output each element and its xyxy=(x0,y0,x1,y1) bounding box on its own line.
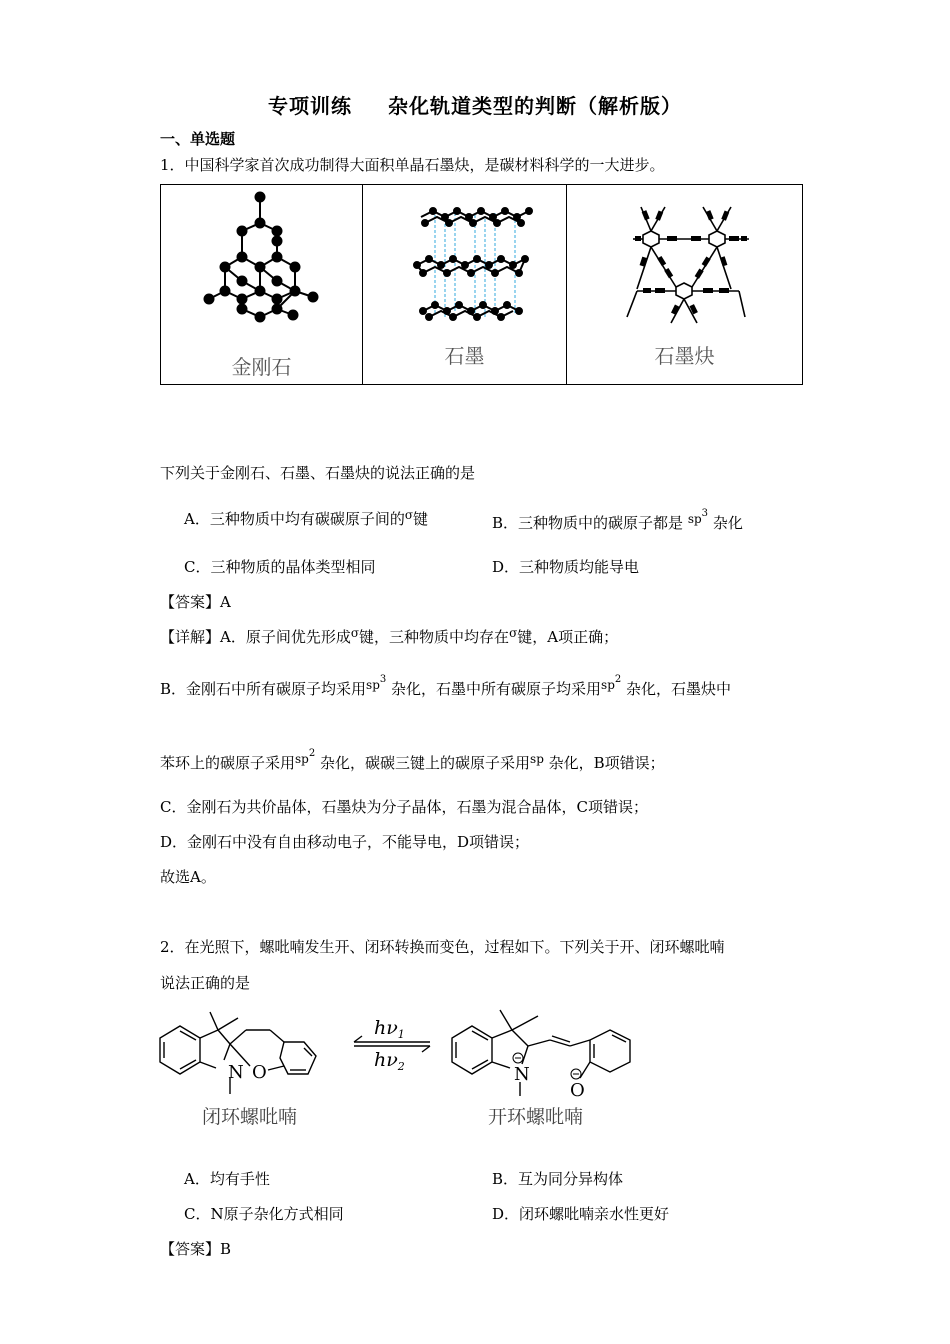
q1-option-c: C．三种物质的晶体类型相同 xyxy=(184,558,376,576)
q2-answer: 【答案】B xyxy=(160,1240,232,1258)
q1-figure-table xyxy=(160,184,803,385)
q2-stem-line1: 2．在光照下，螺吡喃发生开、闭环转换而变色，过程如下。下列关于开、闭环螺吡喃 xyxy=(160,938,725,956)
graphite-structure-image xyxy=(363,185,566,335)
title-part1: 专项训练 xyxy=(268,94,352,118)
q1-explanation-line4: C．金刚石为共价晶体，石墨炔为分子晶体，石墨为混合晶体，C项错误； xyxy=(160,798,648,816)
open-spiropyran-label: 开环螺吡喃 xyxy=(488,1106,584,1128)
q1-option-b: B．三种物质中的碳原子都是 $^{sp3}$ 杂化 xyxy=(492,508,743,532)
atom-o-open: O xyxy=(570,1080,585,1101)
q1-explanation-line2: B．金刚石中所有碳原子均采用$^{sp3}$ 杂化，石墨中所有碳原子均采用$^{sp2}$ 杂化，石墨炔中 xyxy=(160,674,732,698)
q2-option-a: A．均有手性 xyxy=(184,1170,270,1188)
q2-option-d: D．闭环螺吡喃亲水性更好 xyxy=(492,1205,670,1223)
q1-answer: 【答案】A xyxy=(160,593,231,611)
atom-o-closed: O xyxy=(252,1062,267,1083)
graphdiyne-cell xyxy=(567,185,803,385)
q2-option-c: C．N原子杂化方式相同 xyxy=(184,1205,344,1223)
atom-n-closed: N xyxy=(228,1062,244,1083)
q2-option-b: B．互为同分异构体 xyxy=(492,1170,624,1188)
q1-option-a: A．三种物质中均有碳碳原子间的$^\sigma$键 xyxy=(184,508,429,528)
graphite-cell xyxy=(363,185,567,385)
title-part2: 杂化轨道类型的判断（解析版） xyxy=(388,94,682,118)
q1-explanation-line1: 【详解】A．原子间优先形成$^\sigma$键，三种物质中均存在$^\sigma$键，A项正确； xyxy=(160,626,619,646)
q2-stem-line2: 说法正确的是 xyxy=(160,974,251,992)
q1-explanation-line6: 故选A。 xyxy=(160,868,216,886)
q1-question: 下列关于金刚石、石墨、石墨炔的说法正确的是 xyxy=(160,464,476,482)
hv1-label: $h\nu_1$ xyxy=(374,1017,405,1041)
atom-n-open: N xyxy=(514,1064,530,1085)
page-title xyxy=(0,90,950,119)
hv2-label: $h\nu_2$ xyxy=(374,1049,405,1073)
fig-label-diamond: 金刚石 xyxy=(231,355,292,379)
q1-stem: 1．中国科学家首次成功制得大面积单晶石墨炔，是碳材料科学的一大进步。 xyxy=(160,156,665,174)
q1-explanation-line3: 苯环上的碳原子采用$^{sp2}$ 杂化，碳碳三键上的碳原子采用$^{sp}$ 杂化，B项错误； xyxy=(160,748,665,772)
closed-spiropyran-label: 闭环螺吡喃 xyxy=(202,1106,298,1128)
graphdiyne-structure-image xyxy=(567,185,804,335)
diamond-cell xyxy=(161,185,363,385)
section-heading: 一、单选题 xyxy=(160,130,236,148)
fig-label-graphdiyne: 石墨炔 xyxy=(654,344,715,368)
sigma-symbol: σ xyxy=(404,508,414,522)
diamond-structure-image xyxy=(161,185,362,335)
fig-label-graphite: 石墨 xyxy=(444,344,485,368)
q1-option-d: D．三种物质均能导电 xyxy=(492,558,640,576)
q1-explanation-line5: D．金刚石中没有自由移动电子，不能导电，D项错误； xyxy=(160,833,530,851)
